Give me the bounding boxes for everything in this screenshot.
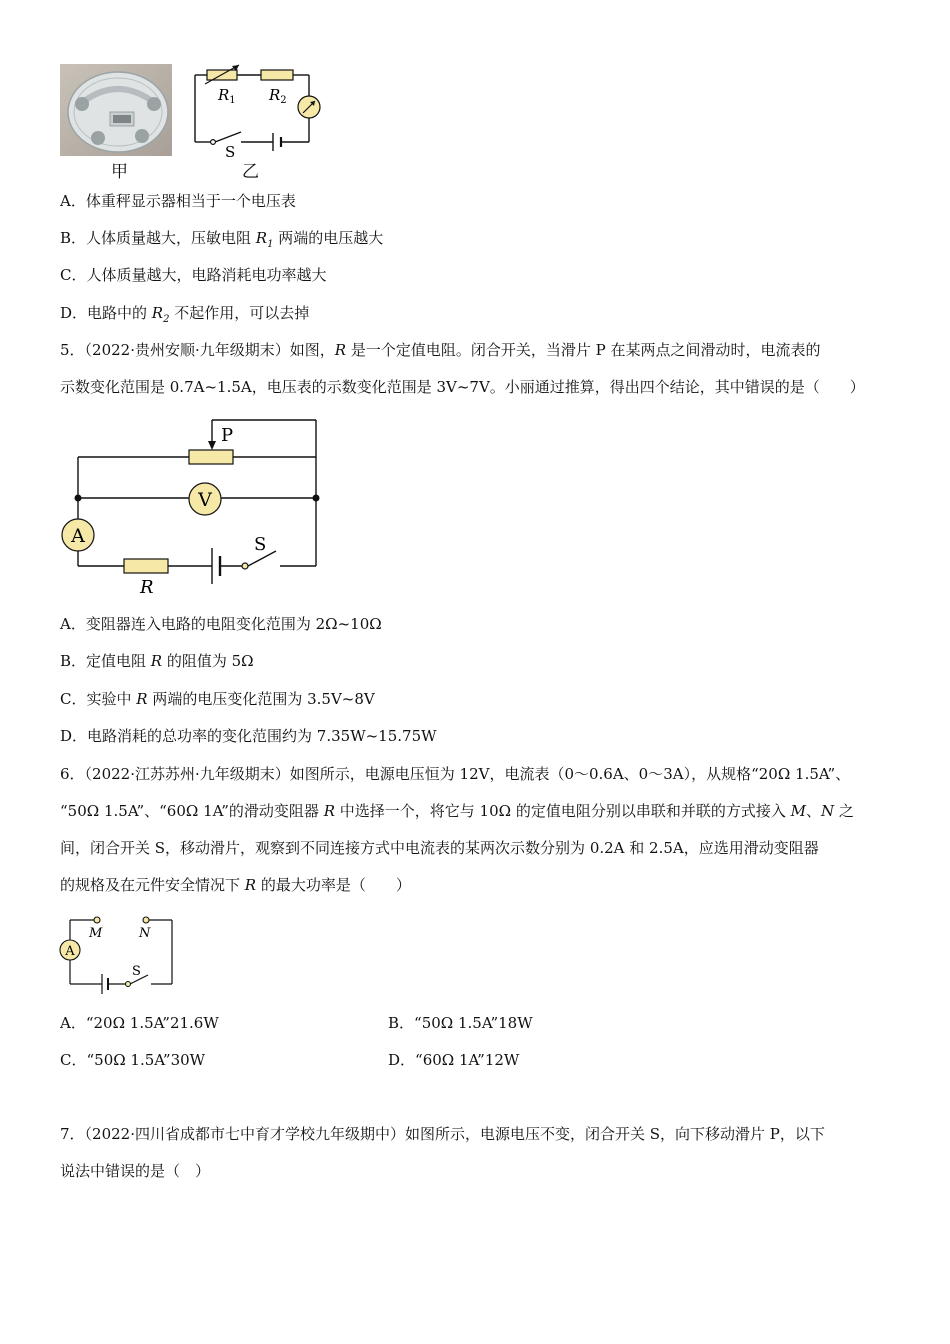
svg-text:S: S [132,964,141,979]
figure-label-jia: 甲 [111,162,128,182]
q6-option-c: C．“50Ω 1.5A”30W [60,1051,206,1069]
q4-option-a: A．体重秤显示器相当于一个电压表 [60,192,296,210]
circuit-diagram-yi [185,62,335,180]
svg-text:R1: $R_1$ [218,86,236,106]
scale-photo [60,64,172,156]
svg-text:A: A [65,944,75,959]
q7-stem-line-2: 说法中错误的是（ ） [60,1162,211,1180]
rheostat [189,450,233,464]
svg-text:S: S [254,534,267,555]
q6-stem-line-1: 6．（2022·江苏苏州·九年级期末）如图所示，电源电压恒为 12V，电流表（0～0.6A、0～3A），从规格“20Ω 1.5A”、 [60,765,851,783]
q5-circuit-diagram [58,415,328,600]
switch-label: S [225,143,236,161]
q6-stem-line-2: “50Ω 1.5A”、“60Ω 1A”的滑动变阻器 R 中选择一个，将它与 10Ω 的定值电阻分别以串联和并联的方式接入 M、N 之 [60,802,854,820]
figure-label-yi: 乙 [242,162,259,182]
q5-option-a: A．变阻器连入电路的电阻变化范围为 2Ω~10Ω [60,615,382,633]
svg-text:R2: $R_2$ [269,86,287,106]
q7-stem-line-1: 7．（2022·四川省成都市七中育才学校九年级期中）如图所示，电源电压不变，闭合开关 S，向下移动滑片 P，以下 [60,1125,825,1143]
q6-option-d: D．“60Ω 1A”12W [388,1051,520,1069]
q5-option-d: D．电路消耗的总功率的变化范围约为 7.35W~15.75W [60,727,437,745]
svg-text:P: P [221,425,234,446]
svg-text:V: V [198,489,212,511]
q6-option-a: A．“20Ω 1.5A”21.6W [60,1014,219,1032]
q5-stem-line-1: 5．（2022·贵州安顺·九年级期末）如图，R 是一个定值电阻。闭合开关，当滑片 P 在某两点之间滑动时，电流表的 [60,341,821,359]
q4-option-d: D．电路中的 $R_2$ 不起作用，可以去掉 [60,304,310,325]
q6-stem-line-3: 间，闭合开关 S，移动滑片，观察到不同连接方式中电流表的某两次示数分别为 0.2A 和 2.5A，应选用滑动变阻器 [60,839,819,857]
svg-text:N: N [139,926,151,941]
q4-option-c: C．人体质量越大，电路消耗电功率越大 [60,266,327,284]
q4-option-b: B．人体质量越大，压敏电阻 $R_1$ 两端的电压越大 [60,229,384,250]
r2-resistor [261,70,293,80]
resistor-r [124,559,168,573]
svg-text:M: M [89,926,103,941]
q5-stem-line-2: 示数变化范围是 0.7A~1.5A，电压表的示数变化范围是 3V~7V。小丽通过推算，得出四个结论，其中错误的是（ ） [60,378,865,396]
q6-stem-line-4: 的规格及在元件安全情况下 R 的最大功率是（ ） [60,876,411,894]
svg-text:A: A [71,525,85,547]
svg-text:R: R [140,577,154,598]
q5-option-c: C．实验中 R 两端的电压变化范围为 3.5V~8V [60,690,375,708]
q6-option-b: B．“50Ω 1.5A”18W [388,1014,533,1032]
q6-circuit-diagram [56,912,181,994]
q5-option-b: B．定值电阻 R 的阻值为 5Ω [60,652,254,670]
